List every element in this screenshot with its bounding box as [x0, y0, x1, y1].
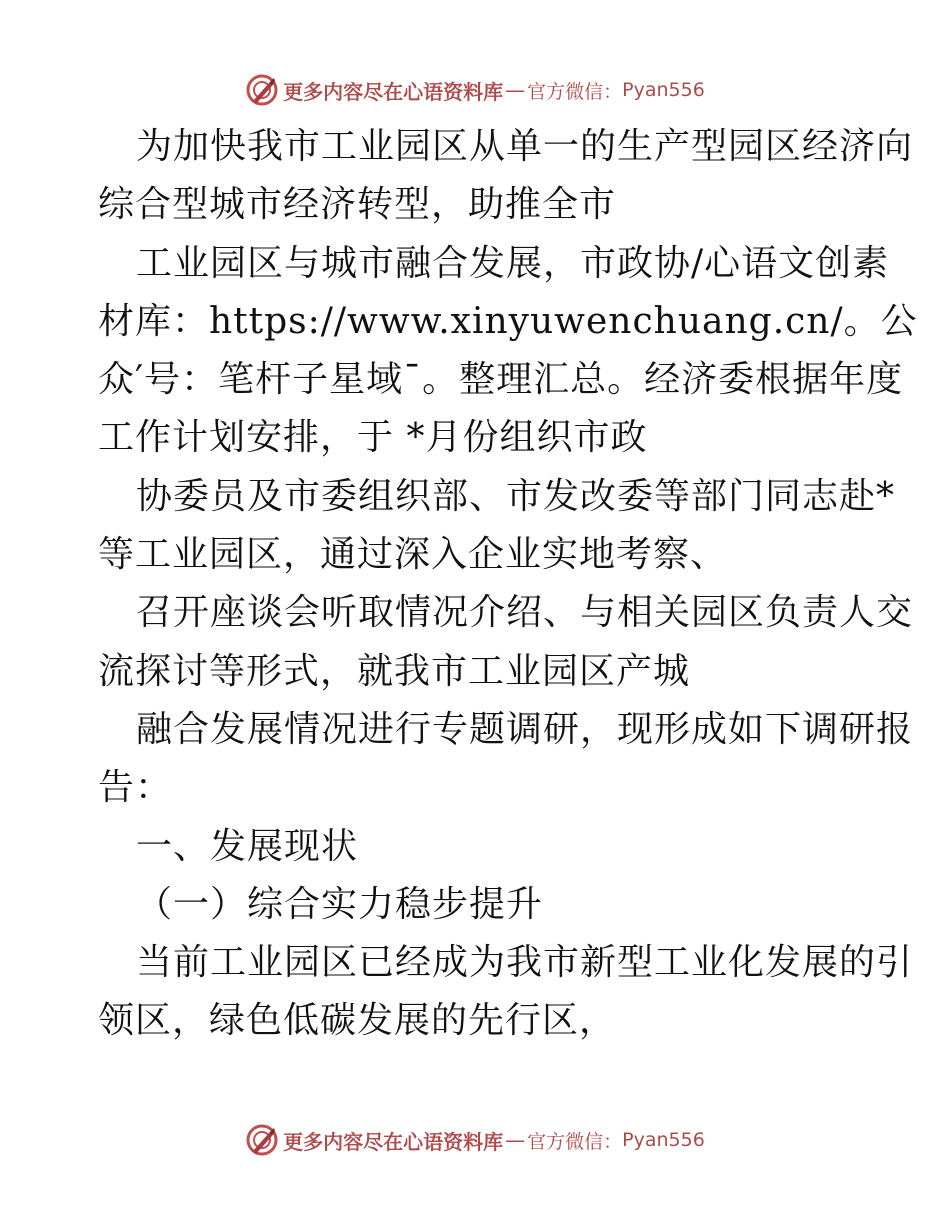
body-line: 当前工业园区已经成为我市新型工业化发展的引: [136, 942, 914, 984]
body-line: 众′号：笔杆子星域¯。整理汇总。经济委根据年度: [98, 359, 904, 401]
banner-wechat-label: 官方微信：: [527, 80, 623, 103]
banner-separator: —: [505, 1128, 526, 1152]
document-body: [98, 118, 918, 1051]
body-line: 为加快我市工业园区从单一的生产型园区经济向: [136, 126, 914, 167]
body-line: 综合型城市经济转型，助推全市: [98, 184, 617, 226]
body-line: 工作计划安排，于 *月份组织市政: [98, 417, 648, 459]
body-line: 召开座谈会听取情况介绍、与相关园区负责人交: [136, 592, 914, 634]
body-line: 协委员及市委组织部、市发改委等部门同志赴*: [136, 475, 896, 517]
body-line: 告：: [98, 767, 173, 809]
banner-wechat-label: 官方微信：: [527, 1130, 623, 1153]
body-line: 融合发展情况进行专题调研，现形成如下调研报: [136, 708, 914, 750]
footer-banner: [0, 1120, 950, 1160]
subsection-heading: （一）综合实力稳步提升: [136, 883, 544, 925]
banner-wechat-id: Pyan556: [622, 1129, 705, 1151]
body-line: 工业园区与城市融合发展，市政协/心语文创素: [136, 242, 890, 284]
banner-wechat-id: Pyan556: [622, 79, 705, 101]
banner-separator: —: [505, 78, 526, 102]
banner-main-text: 更多内容尽在心语资料库: [283, 79, 504, 104]
body-line: 材库：https://www.xinyuwenchuang.cn/。公: [98, 300, 918, 342]
header-banner: [0, 70, 950, 110]
section-heading: 一、发展现状: [136, 825, 359, 867]
pen-logo-icon: [245, 73, 279, 107]
body-line: 等工业园区，通过深入企业实地考察、: [98, 534, 728, 576]
pen-logo-icon: [245, 1123, 279, 1157]
body-line: 领区，绿色低碳发展的先行区，: [98, 1000, 617, 1042]
banner-main-text: 更多内容尽在心语资料库: [283, 1129, 504, 1154]
body-line: 流探讨等形式，就我市工业园区产城: [98, 650, 691, 692]
